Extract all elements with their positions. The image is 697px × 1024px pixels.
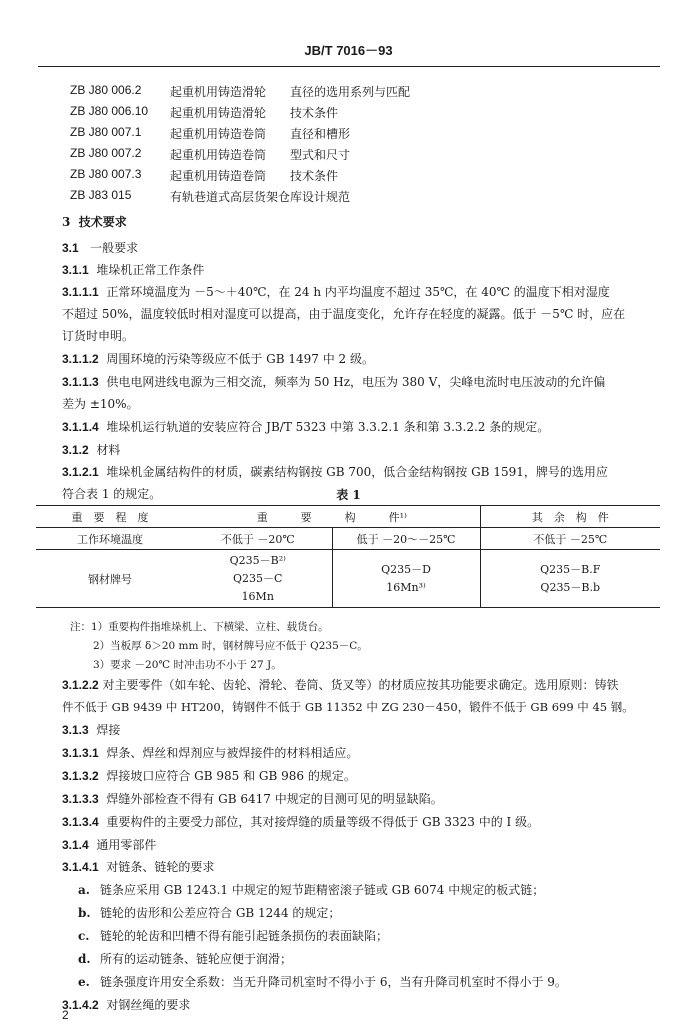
paragraph-text: 堆垛机运行轨道的安装应符合 JB/T 5323 中第 3.3.2.1 条和第 3.3.2.2 条的规定。 <box>106 420 550 434</box>
table-cell: 工作环境温度 <box>36 528 184 550</box>
section-number: 3 <box>62 215 71 229</box>
steel-grade: Q235－B.F <box>540 562 601 576</box>
subsection-heading <box>62 859 214 875</box>
paragraph-line <box>62 814 539 830</box>
paragraph-line: 件不低于 GB 9439 中 HT200，铸钢件不低于 GB 11352 中 ZG 230－450，锻件不低于 GB 699 中 45 钢。 <box>62 700 634 714</box>
table-note: 2）当板厚 δ＞20 mm 时，钢材牌号应不低于 Q235－C。 <box>93 640 368 652</box>
ref-title: 起重机用铸造滑轮 <box>170 85 267 99</box>
paragraph-line: 不超过 50%，温度较低时相对湿度可以提高，由于温度变化，允许存在轻度的凝露。低于 －5℃ 时，应在 <box>62 307 626 321</box>
steel-grade: Q235－C <box>233 571 283 585</box>
ref-title: 起重机用铸造滑轮 <box>170 106 267 120</box>
list-item-text: 链条应采用 GB 1243.1 中规定的短节距精密滚子链或 GB 6074 中规定的板式链； <box>100 883 545 897</box>
steel-grade: Q235－B²⁾ <box>229 553 286 567</box>
paragraph-line <box>62 374 605 390</box>
ref-subtitle: 直径的选用系列与匹配 <box>290 85 411 99</box>
ref-code: ZB J83 015 <box>70 188 132 202</box>
ref-title: 有轨巷道式高层货架仓库设计规范 <box>170 190 351 204</box>
clause-number: 3.1.3 <box>62 723 89 737</box>
clause-number: 3.1.2.2 <box>62 678 99 692</box>
ref-code: ZB J80 006.10 <box>70 104 149 118</box>
paragraph-line <box>62 791 443 807</box>
list-item <box>78 951 292 967</box>
paragraph-text: 焊缝外部检查不得有 GB 6417 中规定的目测可见的明显缺陷。 <box>106 792 443 806</box>
clause-title: 对钢丝绳的要求 <box>106 998 191 1012</box>
list-item <box>78 882 544 898</box>
clause-number: 3.1.3.3 <box>62 792 99 806</box>
clause-title: 对链条、链轮的要求 <box>106 860 215 874</box>
table-caption: 表 1 <box>336 488 361 502</box>
list-item-text: 链轮的齿形和公差应符合 GB 1244 的规定； <box>100 906 341 920</box>
table-row <box>36 550 660 608</box>
subsection-heading <box>62 262 204 278</box>
list-item <box>78 905 340 921</box>
ref-subtitle: 型式和尺寸 <box>290 148 351 162</box>
clause-title: 焊接 <box>96 723 121 737</box>
clause-number: 3.1.2.1 <box>62 465 99 479</box>
clause-number: 3.1.2 <box>62 443 89 457</box>
paragraph-text: 焊接坡口应符合 GB 985 和 GB 986 的规定。 <box>106 769 356 783</box>
table-cell <box>184 550 332 608</box>
clause-title: 通用零部件 <box>96 838 157 852</box>
ref-code: ZB J80 007.1 <box>70 125 142 139</box>
table-note: 3）要求 －20℃ 时冲击功不小于 27 J。 <box>93 659 282 671</box>
paragraph-line <box>62 745 358 761</box>
paragraph-line: 符合表 1 的规定。 <box>62 487 162 501</box>
paragraph-text: 重要构件的主要受力部位，其对接焊缝的质量等级不得低于 GB 3323 中的 Ⅰ 级。 <box>106 815 540 829</box>
paragraph-text: 焊条、焊丝和焊剂应与被焊接件的材料相适应。 <box>106 746 359 760</box>
paragraph-text: 堆垛机金属结构件的材质，碳素结构钢按 GB 700，低合金结构钢按 GB 1591，牌号的选用应 <box>106 465 608 479</box>
steel-grade: Q235－D <box>381 562 431 576</box>
table-cell: 不低于 －25℃ <box>480 528 660 550</box>
list-item-text: 链轮的轮齿和凹槽不得有能引起链条损伤的表面缺陷； <box>100 929 389 943</box>
section-title: 技术要求 <box>78 215 127 229</box>
table-cell: 钢材牌号 <box>36 550 184 608</box>
subsection-heading <box>62 837 156 853</box>
ref-title: 起重机用铸造卷筒 <box>170 127 267 141</box>
clause-number: 3.1.1.2 <box>62 352 99 366</box>
table-cell <box>480 550 660 608</box>
paragraph-line <box>62 284 610 300</box>
ref-subtitle: 直径和槽形 <box>290 127 351 141</box>
table-header-cell: 重 要 程 度 <box>36 506 184 528</box>
clause-number: 3.1 <box>62 241 79 255</box>
table-1 <box>36 505 660 608</box>
clause-number: 3.1.1.1 <box>62 285 99 299</box>
clause-number: 3.1.3.2 <box>62 769 99 783</box>
list-item-label: e. <box>78 975 90 989</box>
paragraph-line <box>62 351 374 367</box>
table-cell <box>332 550 480 608</box>
steel-grade: 16Mn³⁾ <box>386 580 426 594</box>
ref-subtitle: 技术条件 <box>290 106 339 120</box>
paragraph-line <box>62 768 356 784</box>
subsection-heading <box>62 722 120 738</box>
clause-number: 3.1.1.3 <box>62 375 99 389</box>
ref-code: ZB J80 006.2 <box>70 83 142 97</box>
paragraph-line <box>62 419 549 435</box>
clause-number: 3.1.4.1 <box>62 860 99 874</box>
clause-title: 一般要求 <box>90 241 139 255</box>
table-note: 注：1）重要构件指堆垛机上、下横梁、立柱、载货台。 <box>70 621 329 633</box>
document-header: JB/T 7016－93 <box>304 43 393 58</box>
table-header-row <box>36 506 660 528</box>
paragraph-text: 周围环境的污染等级应不低于 GB 1497 中 2 级。 <box>106 352 374 366</box>
list-item <box>78 928 388 944</box>
list-item-label: c. <box>78 929 90 943</box>
table-cell: 低于 －20～－25℃ <box>332 528 480 550</box>
paragraph-text: 对主要零件（如车轮、齿轮、滑轮、卷筒、货叉等）的材质应按其功能要求确定。选用原则：铸铁 <box>102 678 619 692</box>
list-item-label: d. <box>78 952 91 966</box>
ref-subtitle: 技术条件 <box>290 169 339 183</box>
paragraph-line <box>62 677 619 693</box>
paragraph-text: 正常环境温度为 －5～＋40℃，在 24 h 内平均温度不超过 35℃，在 40℃ 的温度下相对湿度 <box>106 285 610 299</box>
clause-number: 3.1.4 <box>62 838 89 852</box>
list-item <box>78 974 567 990</box>
clause-number: 3.1.4.2 <box>62 998 99 1012</box>
ref-code: ZB J80 007.3 <box>70 167 142 181</box>
ref-title: 起重机用铸造卷筒 <box>170 148 267 162</box>
clause-number: 3.1.1 <box>62 263 89 277</box>
list-item-label: b. <box>78 906 91 920</box>
subsection-heading <box>62 997 190 1013</box>
paragraph-line: 订货时申明。 <box>62 329 135 343</box>
subsection-heading <box>62 442 120 458</box>
list-item-text: 链条强度许用安全系数：当无升降司机室时不得小于 6，当有升降司机室时不得小于 9。 <box>100 975 567 989</box>
clause-number: 3.1.3.1 <box>62 746 99 760</box>
table-row <box>36 528 660 550</box>
page-number: 2 <box>62 1008 69 1022</box>
section-heading <box>62 214 127 230</box>
clause-number: 3.1.1.4 <box>62 420 99 434</box>
table-header-cell: 重 要 构 件¹⁾ <box>184 506 480 528</box>
paragraph-line: 差为 ±10%。 <box>62 397 139 411</box>
table-cell: 不低于 －20℃ <box>184 528 332 550</box>
table-header-cell: 其 余 构 件 <box>480 506 660 528</box>
steel-grade: 16Mn <box>241 589 274 603</box>
clause-number: 3.1.3.4 <box>62 815 99 829</box>
clause-title: 堆垛机正常工作条件 <box>96 263 205 277</box>
list-item-label: a. <box>78 883 90 897</box>
paragraph-line <box>62 464 608 480</box>
steel-grade: Q235－B.b <box>540 580 601 594</box>
subsection-heading <box>62 240 138 256</box>
clause-title: 材料 <box>96 443 121 457</box>
list-item-text: 所有的运动链条、链轮应便于润滑； <box>100 952 293 966</box>
header-rule <box>38 66 660 67</box>
ref-code: ZB J80 007.2 <box>70 146 142 160</box>
ref-title: 起重机用铸造卷筒 <box>170 169 267 183</box>
paragraph-text: 供电电网进线电源为三相交流，频率为 50 Hz，电压为 380 V，尖峰电流时电压波动的允许偏 <box>106 375 606 389</box>
